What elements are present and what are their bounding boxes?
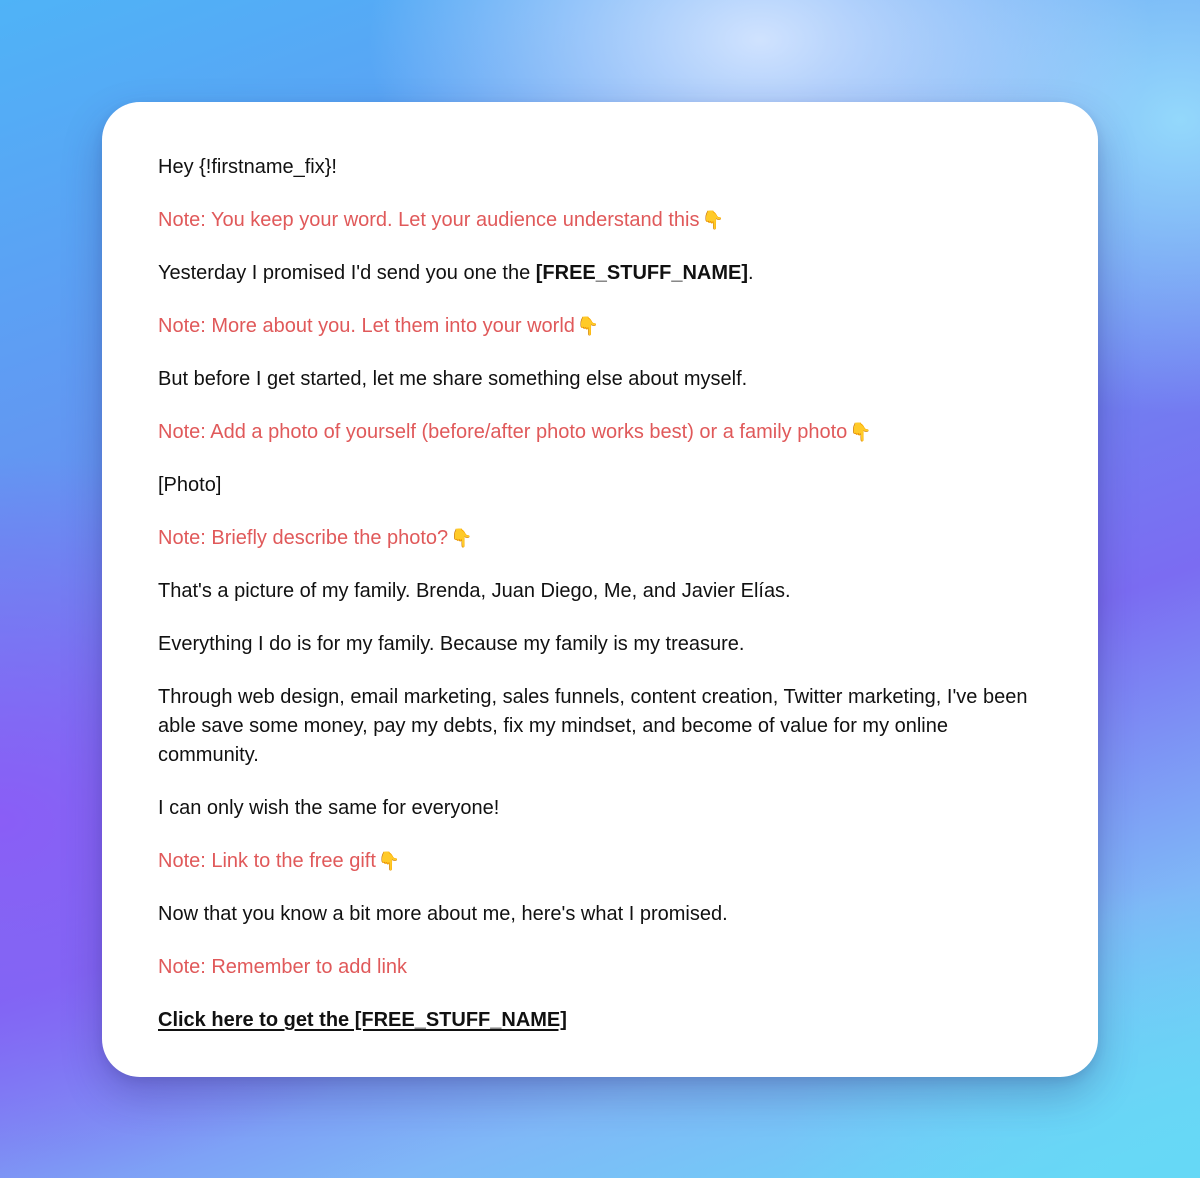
family-treasure-line: Everything I do is for my family. Because my family is my treasure. <box>158 633 745 655</box>
cta-line <box>158 1006 1042 1035</box>
note-text: Note: Link to the free gift <box>158 850 376 872</box>
pointing-down-icon: 👇 <box>576 316 600 336</box>
wish-line: I can only wish the same for everyone! <box>158 797 500 819</box>
note-text: Note: Briefly describe the photo? <box>158 527 449 549</box>
note-keep-your-word <box>158 206 1042 235</box>
note-link-free-gift <box>158 847 1042 876</box>
email-template-card <box>102 102 1098 1077</box>
promise-prefix: Yesterday I promised I'd send you one the <box>158 262 536 284</box>
note-remember-link: Note: Remember to add link <box>158 956 408 978</box>
note-text: Note: More about you. Let them into your world <box>158 315 575 337</box>
family-picture-line: That's a picture of my family. Brenda, Juan Diego, Me, and Javier Elías. <box>158 580 791 602</box>
pointing-down-icon: 👇 <box>450 528 473 548</box>
pointing-down-icon: 👇 <box>849 422 872 442</box>
promise-line <box>158 259 1042 288</box>
free-stuff-name-bold: [FREE_STUFF_NAME] <box>535 262 748 284</box>
greeting-line: Hey {!firstname_fix}! <box>158 156 337 178</box>
note-add-photo <box>158 418 1042 447</box>
photo-placeholder: [Photo] <box>158 474 222 496</box>
note-text: Note: You keep your word. Let your audience understand this <box>158 209 700 231</box>
before-start-line: But before I get started, let me share something else about myself. <box>158 368 748 390</box>
free-stuff-link[interactable]: Click here to get the [FREE_STUFF_NAME] <box>158 1009 567 1031</box>
pointing-down-icon: 👇 <box>701 210 724 230</box>
note-text: Note: Add a photo of yourself (before/after photo works best) or a family photo <box>158 421 848 443</box>
through-web-paragraph: Through web design, email marketing, sales funnels, content creation, Twitter marketing, I've been able save some money, pay my debts, fix my mindset, and become of value for my online community. <box>158 686 1028 766</box>
now-that-line: Now that you know a bit more about me, here's what I promised. <box>158 903 728 925</box>
pointing-down-icon: 👇 <box>377 851 401 871</box>
promise-suffix: . <box>748 262 754 284</box>
note-describe-photo <box>158 524 1042 553</box>
note-more-about-you <box>158 312 1042 341</box>
